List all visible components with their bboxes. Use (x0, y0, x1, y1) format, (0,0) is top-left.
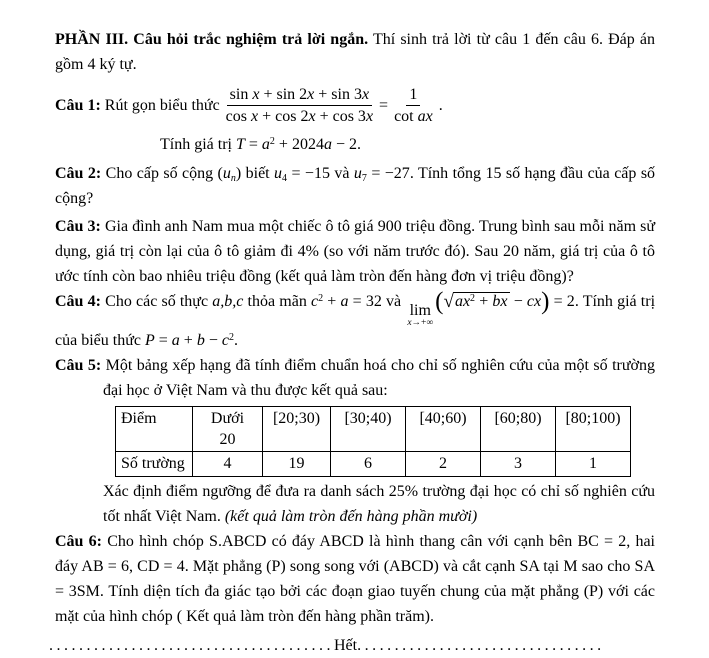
math-piece: = −27 (366, 165, 410, 182)
question-1-lead: Rút gọn biểu thức (104, 96, 220, 114)
text: . Tính giá trị của biểu thức (55, 293, 656, 349)
math-piece: = −15 (287, 165, 330, 182)
fraction-denominator (394, 106, 433, 126)
table-cell: 4 (193, 452, 263, 477)
text: Cho cấp số cộng (101, 165, 218, 182)
dotted-leader: ...................................... (49, 637, 334, 654)
question-2 (55, 161, 655, 211)
math-variable: P (144, 332, 155, 349)
math-piece: cos (225, 107, 251, 125)
fraction-trig (226, 85, 373, 126)
fraction-numerator (406, 85, 420, 106)
close-paren: ) (541, 288, 550, 315)
text: và (329, 165, 354, 182)
note-italic: (kết quả làm tròn đến hàng phần mười) (224, 508, 478, 525)
question-5-label: Câu 5: (55, 357, 102, 374)
math-piece: − 2 (331, 136, 357, 153)
math-variable: a (323, 136, 332, 153)
limit-fn: lim (409, 302, 431, 319)
question-5-text: Một bảng xếp hạng đã tính điểm chuẩn hoá cho chỉ số nghiên cứu của một số trường đại học ở Việt Nam và thu được kết quả sau: (101, 357, 656, 399)
math-piece: ) (235, 165, 242, 182)
sqrt-icon: √ (443, 291, 454, 312)
math-variable: x (251, 107, 259, 125)
question-4 (55, 289, 655, 353)
math-piece: = (244, 136, 262, 153)
table-header-cell: [20;30) (263, 407, 331, 452)
math-variable: x (407, 318, 412, 328)
math-variable: x (307, 85, 315, 103)
equals-sign: = (379, 96, 389, 114)
superscript: 2 (318, 293, 324, 304)
table-data-row (116, 452, 631, 477)
subscript: n (230, 173, 236, 184)
table-header-cell: [80;100) (556, 407, 631, 452)
math-variable: x (252, 85, 260, 103)
math-variable: a (171, 332, 180, 349)
math-piece: + cos 2 (258, 107, 309, 125)
period: . (438, 96, 443, 114)
dotted-leader: ................................. (357, 637, 605, 654)
math-piece: + sin 3 (314, 85, 362, 103)
math-variable: T (235, 136, 245, 153)
math-piece: ( (217, 165, 223, 182)
math-variable: bx (492, 293, 508, 310)
math-piece: − (509, 293, 527, 310)
math-variable: b (196, 332, 205, 349)
text: và (381, 293, 406, 310)
question-6-label: Câu 6: (55, 533, 102, 550)
subscript: 7 (361, 173, 367, 184)
superscript: 2 (470, 293, 476, 304)
question-1 (55, 82, 655, 128)
table-header-cell (193, 407, 263, 452)
sqrt-body (453, 292, 510, 310)
table-header-row (116, 407, 631, 452)
limit-operator (407, 303, 433, 328)
math-piece: + (179, 332, 197, 349)
text: biết (241, 165, 275, 182)
math-piece: = 2 (549, 293, 575, 310)
question-4-label: Câu 4: (55, 293, 101, 310)
period: . (356, 136, 361, 153)
math-variable: x (361, 85, 370, 103)
cell-line: Dưới (210, 410, 245, 427)
math-piece: = (154, 332, 172, 349)
cell-line: 20 (219, 431, 236, 448)
math-variable: a (261, 136, 270, 153)
math-variable: ax (454, 293, 471, 310)
math-piece: − (204, 332, 222, 349)
section-title: PHẦN III. Câu hỏi trắc nghiệm trả lời ngắn. (55, 31, 369, 48)
table-cell: 1 (556, 452, 631, 477)
math-variable: x (365, 107, 374, 125)
table-cell: 6 (331, 452, 406, 477)
question-3-label: Câu 3: (55, 218, 101, 235)
table-header-cell: [30;40) (331, 407, 406, 452)
score-table (115, 406, 631, 477)
math-variable: a (340, 293, 349, 310)
table-cell: 3 (481, 452, 556, 477)
table-row-label: Số trường (116, 452, 193, 477)
end-of-exam-line (49, 633, 655, 658)
math-piece: + 2024 (274, 136, 324, 153)
question-3-text: Gia đình anh Nam mua một chiếc ô tô giá 900 triệu đồng. Trung bình sau mỗi năm sử dụng, giá trị còn lại của ô tô giảm đi 4% (so với năm trước đó). Sau 20 năm, giá trị của ô tô ước tính còn bao nhiêu triệu đồng (kết quả làm tròn đến hàng đơn vị triệu đồng)? (55, 218, 656, 285)
question-6 (55, 529, 655, 629)
math-piece: →+∞ (411, 318, 434, 328)
math-variable: c (221, 332, 229, 349)
math-variable: ax (417, 107, 433, 125)
text: Xác định điểm ngưỡng để đưa ra danh sách 25% trường đại học có chỉ số nghiên cứu tốt nhất Việt Nam. (103, 483, 655, 525)
superscript: 2 (269, 136, 275, 147)
question-5-followup (103, 479, 655, 529)
question-6-text: Cho hình chóp S.ABCD có đáy ABCD là hình thang cân với cạnh bên BC = 2, hai đáy AB = 6, CD = 4. Mặt phẳng (P) song song với (ABCD) và cắt cạnh SA tại M sao cho SA = 3SM. Tính diện tích đa giác tạo bởi các đoạn giao tuyến chung của mặt phẳng (P) với các mặt của hình chóp ( Kết quả làm tròn đến hàng phần trăm). (55, 533, 656, 625)
text: Tính giá trị (160, 136, 236, 153)
question-2-label: Câu 2: (55, 165, 102, 182)
superscript: 2 (228, 332, 234, 343)
table-header-cell: Điểm (116, 407, 193, 452)
question-1-label: Câu 1: (55, 96, 101, 114)
text: thỏa mãn (243, 293, 311, 310)
fraction-cot (394, 85, 433, 126)
math-piece: sin (229, 85, 253, 103)
math-variable: x (308, 107, 316, 125)
limit-subscript (407, 318, 433, 328)
math-variable: c (311, 293, 319, 310)
section-header (55, 27, 655, 77)
fraction-denominator (226, 106, 373, 126)
math-variable: cx (526, 293, 542, 310)
math-piece: 1 (409, 85, 418, 103)
math-variable: u (353, 165, 362, 182)
math-piece: = 32 (348, 293, 382, 310)
section-intro: Thí sinh trả lời từ câu 1 đến câu 6. Đáp án gồm 4 ký tự. (55, 31, 655, 73)
open-paren: ( (435, 288, 444, 315)
fraction-numerator (227, 85, 372, 106)
math-variable: u (274, 165, 283, 182)
period: . (233, 332, 238, 349)
math-piece: + sin 2 (259, 85, 308, 103)
math-variable: u (222, 165, 231, 182)
table-header-cell: [60;80) (481, 407, 556, 452)
table-cell: 19 (263, 452, 331, 477)
math-piece: + (475, 293, 493, 310)
table-header-cell: [40;60) (406, 407, 481, 452)
table-cell: 2 (406, 452, 481, 477)
question-5 (55, 353, 655, 403)
end-label: Hết (334, 637, 358, 654)
subscript: 4 (282, 173, 288, 184)
math-piece: + cos 3 (315, 107, 366, 125)
question-1-subline (160, 132, 655, 157)
math-piece: + (323, 293, 341, 310)
math-piece: cot (394, 107, 418, 125)
question-3 (55, 214, 655, 289)
text: . Tính tổng 15 số hạng đầu của cấp số cộng? (55, 165, 656, 207)
text: Cho các số thực (100, 293, 213, 310)
math-variable: a,b,c (212, 293, 244, 310)
